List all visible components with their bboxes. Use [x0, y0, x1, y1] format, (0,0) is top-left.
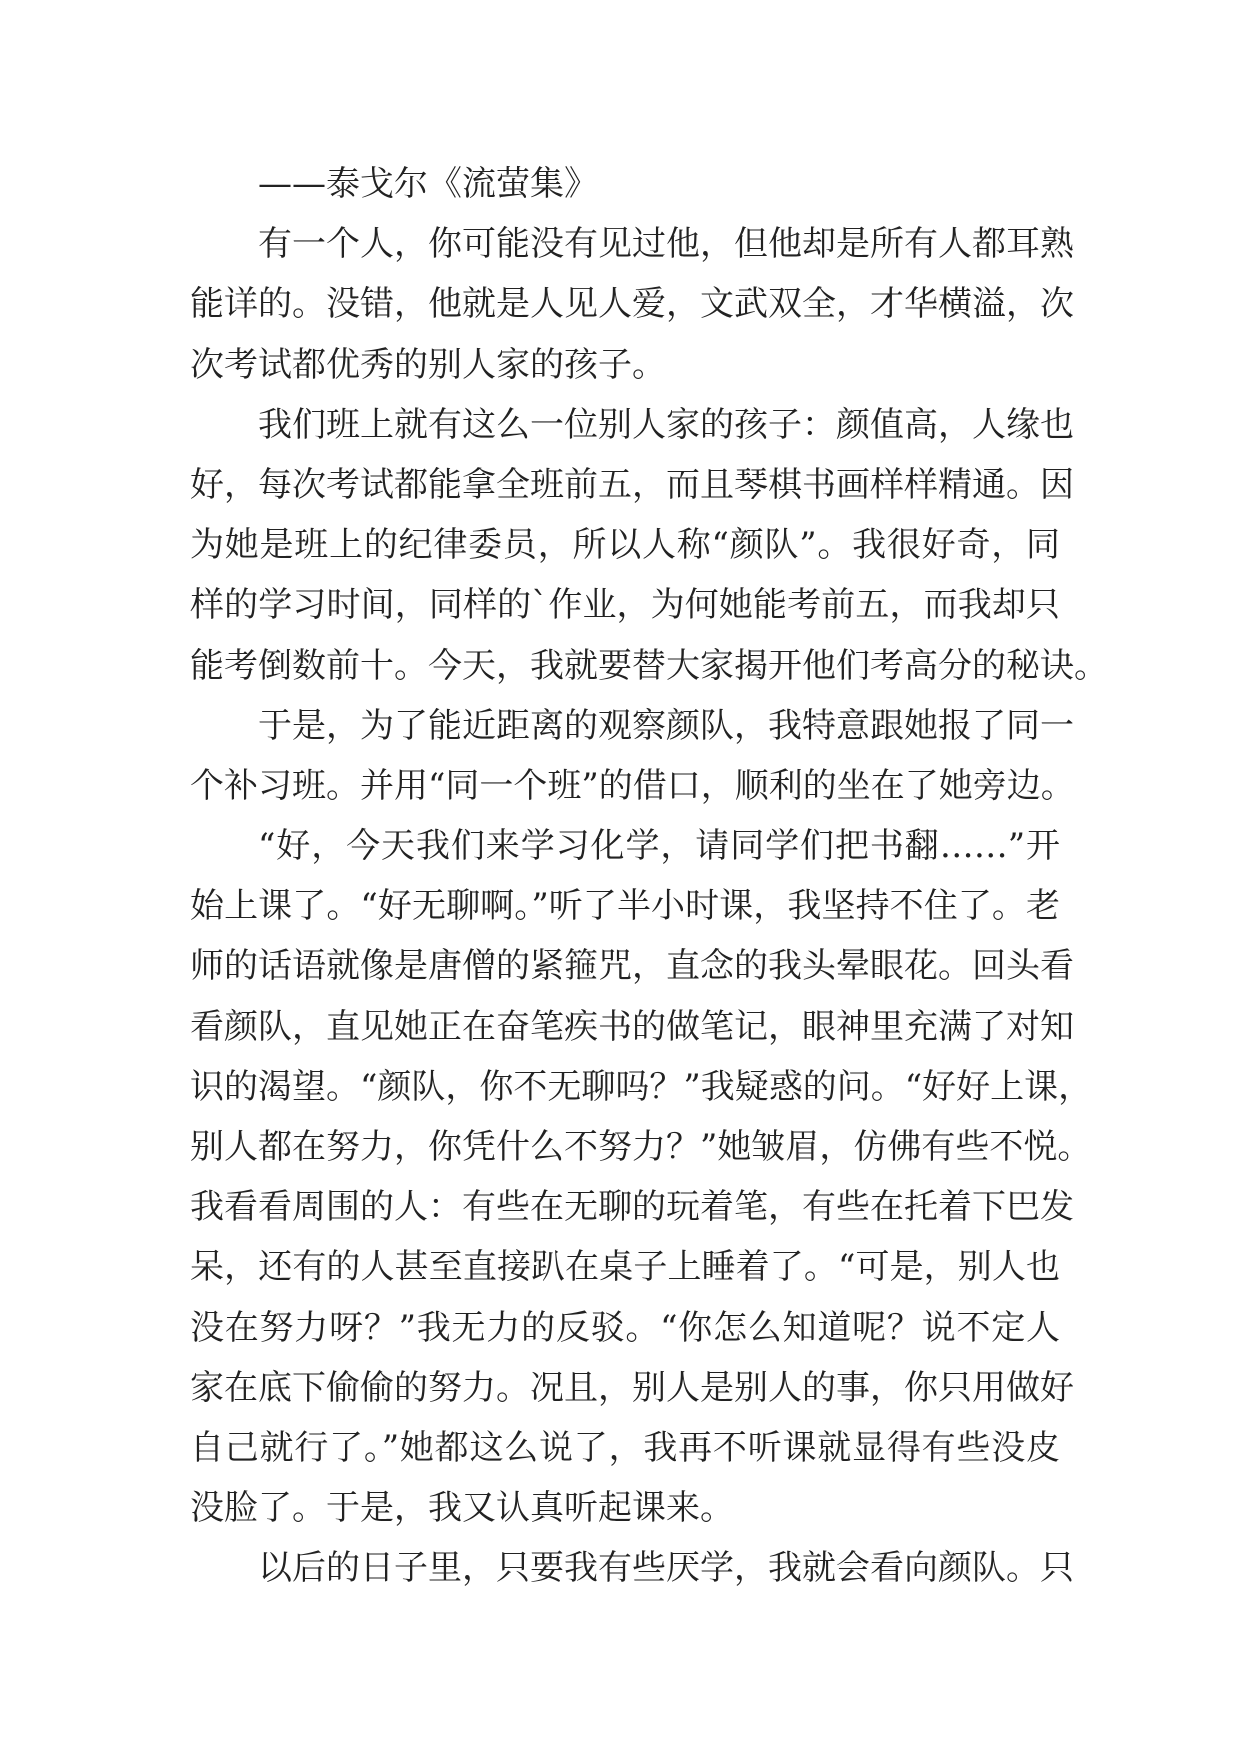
- paragraph-line: 别人都在努力，你凭什么不努力？”她皱眉，仿佛有些不悦。: [190, 1127, 1092, 1167]
- paragraph-line: 样的学习时间，同样的`作业，为何她能考前五，而我却只: [190, 585, 1060, 626]
- paragraph-line: 以后的日子里，只要我有些厌学，我就会看向颜队。只: [258, 1548, 1074, 1589]
- paragraph-line: 识的渴望。“颜队，你不无聊吗？”我疑惑的问。“好好上课，: [190, 1066, 1093, 1107]
- paragraph-line: 没在努力呀？”我无力的反驳。“你怎么知道呢？说不定人: [190, 1307, 1060, 1348]
- paragraph-line: 有一个人，你可能没有见过他，但他却是所有人都耳熟: [258, 224, 1074, 265]
- paragraph-line: 呆，还有的人甚至直接趴在桌子上睡着了。“可是，别人也: [190, 1247, 1060, 1288]
- paragraph-line: 始上课了。“好无聊啊。”听了半小时课，我坚持不住了。老: [190, 886, 1060, 927]
- paragraph-line: “好，今天我们来学习化学，请同学们把书翻……”开: [258, 826, 1060, 867]
- paragraph-line: 个补习班。并用“同一个班”的借口，顺利的坐在了她旁边。: [190, 765, 1075, 806]
- paragraph-line: 于是，为了能近距离的观察颜队，我特意跟她报了同一: [258, 705, 1074, 746]
- paragraph-line: 师的话语就像是唐僧的紧箍咒，直念的我头晕眼花。回头看: [190, 946, 1074, 987]
- paragraph-line: 自己就行了。”她都这么说了，我再不听课就显得有些没皮: [190, 1427, 1060, 1468]
- paragraph-line: 次考试都优秀的别人家的孩子。: [190, 344, 666, 385]
- epigraph-attribution: ——泰戈尔《流萤集》: [258, 164, 598, 204]
- body-text: [190, 154, 1108, 1599]
- paragraph-line: 能考倒数前十。今天，我就要替大家揭开他们考高分的秘诀。: [190, 645, 1108, 686]
- paragraph-line: 家在底下偷偷的努力。况且，别人是别人的事，你只用做好: [190, 1367, 1074, 1408]
- paragraph-line: 为她是班上的纪律委员，所以人称“颜队”。我很好奇，同: [190, 525, 1060, 566]
- paragraph-line: 没脸了。于是，我又认真听起课来。: [190, 1488, 734, 1529]
- paragraph-line: 我们班上就有这么一位别人家的孩子：颜值高，人缘也: [258, 404, 1074, 445]
- paragraph-line: 看颜队，直见她正在奋笔疾书的做笔记，眼神里充满了对知: [190, 1006, 1074, 1047]
- paragraph-line: 我看看周围的人：有些在无聊的玩着笔，有些在托着下巴发: [190, 1187, 1074, 1228]
- paragraph-line: 能详的。没错，他就是人见人爱，文武双全，才华横溢，次: [190, 284, 1074, 325]
- paragraph-line: 好，每次考试都能拿全班前五，而且琴棋书画样样精通。因: [190, 464, 1074, 505]
